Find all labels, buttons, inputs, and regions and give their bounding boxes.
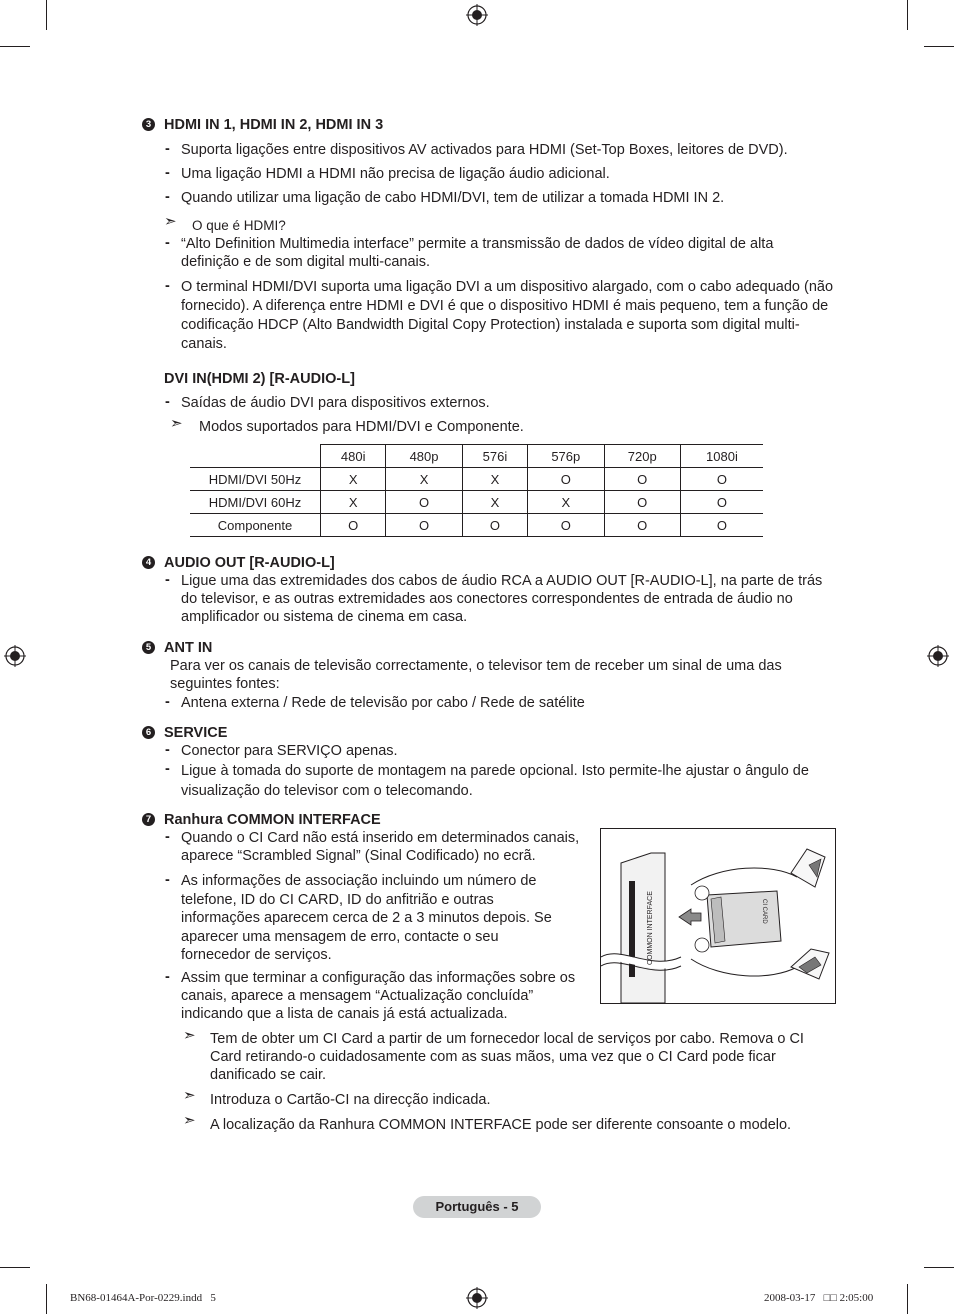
bullet-dash: - [165, 694, 170, 710]
section-title-ant-in: ANT IN [164, 640, 213, 656]
registration-mark-icon [4, 645, 26, 667]
ci-slot-label: COMMON INTERFACE [647, 891, 654, 965]
table-cell: 1080i [680, 445, 763, 468]
table-cell: O [528, 468, 604, 491]
dvi-note: Modos suportados para HDMI/DVI e Componente. [199, 419, 524, 435]
section-number: 6 [142, 726, 155, 739]
ci-bullet: As informações de associação incluindo um número de telefone, ID do CI CARD, ID do anfitrião e outras informações aparecem cerca de 2 a 3 minutos depois. Se aparecer uma mensagem de erro, contacte o seu fornecedor de serviços. [181, 873, 552, 964]
hdmi-bullet: Quando utilizar uma ligação de cabo HDMI/DVI, tem de utilizar a tomada HDMI IN 2. [181, 190, 725, 206]
ci-card-illustration [600, 828, 836, 1004]
table-cell: X [462, 468, 527, 491]
tv-back-diagram [601, 829, 835, 1003]
ci-note: A localização da Ranhura COMMON INTERFACE pode ser diferente consoante o modelo. [210, 1117, 792, 1133]
table-cell: HDMI/DVI 60Hz [190, 491, 321, 514]
hdmi-bullet: Suporta ligações entre dispositivos AV activados para HDMI (Set-Top Boxes, leitores de DVD). [181, 142, 788, 158]
table-cell: X [462, 491, 527, 514]
table-cell: O [680, 514, 763, 537]
table-cell: 480i [321, 445, 386, 468]
table-cell: X [321, 491, 386, 514]
hdmi-note-bullet: O terminal HDMI/DVI suporta uma ligação DVI a um dispositivo alargado, com o cabo adequado (não fornecido). A diferença entre HDMI e DVI é que o dispositivo HDMI é mais pequeno, tem a função de codificação HDCP (Alto Bandwidth Digital Copy Protection) instalada e suporta som digital multi-canais. [181, 279, 834, 352]
note-arrow-icon: ➣ [183, 1087, 196, 1104]
bullet-dash: - [165, 969, 170, 985]
crop-mark [0, 46, 30, 47]
service-bullet: Ligue à tomada do suporte de montagem na parede opcional. Isto permite-lhe ajustar o ângulo de visualização do televisor com o telecomando. [181, 763, 809, 799]
modes-table [190, 444, 763, 537]
table-cell: O [680, 468, 763, 491]
table-row [190, 514, 763, 537]
table-cell: 720p [604, 445, 680, 468]
note-arrow-icon: ➣ [183, 1112, 196, 1129]
bullet-dash: - [165, 761, 170, 777]
section-title-hdmi: HDMI IN 1, HDMI IN 2, HDMI IN 3 [164, 117, 384, 133]
crop-mark [46, 0, 47, 30]
table-cell: O [604, 468, 680, 491]
ant-in-bullet: Antena externa / Rede de televisão por cabo / Rede de satélite [181, 695, 585, 711]
bullet-dash: - [165, 189, 170, 205]
section-title-service: SERVICE [164, 725, 228, 741]
table-cell: O [604, 514, 680, 537]
footer-file: BN68-01464A-Por-0229.indd 5 [70, 1292, 216, 1304]
table-cell [190, 445, 321, 468]
crop-mark [907, 1284, 908, 1314]
ci-note: Introduza o Cartão-CI na direcção indicada. [210, 1092, 491, 1108]
table-cell: HDMI/DVI 50Hz [190, 468, 321, 491]
crop-mark [924, 46, 954, 47]
dvi-bullet: Saídas de áudio DVI para dispositivos externos. [181, 395, 490, 411]
table-cell: 576i [462, 445, 527, 468]
section-number: 7 [142, 813, 155, 826]
table-cell: O [680, 491, 763, 514]
bullet-dash: - [165, 235, 170, 251]
table-cell: O [321, 514, 386, 537]
section-number: 5 [142, 641, 155, 654]
bullet-dash: - [165, 742, 170, 758]
table-cell: O [604, 491, 680, 514]
bullet-dash: - [165, 278, 170, 294]
section-number: 3 [142, 118, 155, 131]
hdmi-bullet: Uma ligação HDMI a HDMI não precisa de ligação áudio adicional. [181, 166, 610, 182]
table-cell: Componente [190, 514, 321, 537]
section-title-common-interface: Ranhura COMMON INTERFACE [164, 812, 381, 828]
note-arrow-icon: ➣ [170, 415, 183, 432]
footer-date: 2008-03-17 □□ 2:05:00 [764, 1292, 874, 1304]
note-arrow-icon: ➣ [183, 1027, 196, 1044]
table-cell: X [528, 491, 604, 514]
crop-mark [924, 1267, 954, 1268]
page-label: Português - 5 [413, 1196, 541, 1218]
bullet-dash: - [165, 165, 170, 181]
note-arrow-icon: ➣ [164, 213, 177, 230]
registration-mark-icon [927, 645, 949, 667]
bullet-dash: - [165, 829, 170, 845]
bullet-dash: - [165, 872, 170, 888]
crop-mark [0, 1267, 30, 1268]
ci-bullet: Assim que terminar a configuração das informações sobre os canais, aparece a mensagem “Actualização concluída” indicando que a lista de canais já está actualizada. [181, 970, 576, 1022]
table-row [190, 468, 763, 491]
crop-mark [46, 1284, 47, 1314]
registration-mark-icon [466, 1287, 488, 1309]
section-number: 4 [142, 556, 155, 569]
table-row [190, 491, 763, 514]
table-cell: 480p [386, 445, 462, 468]
table-cell: X [386, 468, 462, 491]
table-cell: 576p [528, 445, 604, 468]
crop-mark [907, 0, 908, 30]
hdmi-note-title: O que é HDMI? [192, 218, 286, 233]
ci-note: Tem de obter um CI Card a partir de um fornecedor local de serviços por cabo. Remova o CI Card retirando-o cuidadosamente com as suas mãos, uma vez que o CI Card pode ficar danificado se cair. [210, 1031, 804, 1083]
registration-mark-icon [466, 4, 488, 26]
table-cell: O [386, 491, 462, 514]
table-cell: O [462, 514, 527, 537]
hdmi-note-bullet: “Alto Definition Multimedia interface” permite a transmissão de dados de vídeo digital de alta definição e de som digital multi-canais. [181, 236, 774, 270]
table-cell: O [528, 514, 604, 537]
audio-out-bullet: Ligue uma das extremidades dos cabos de áudio RCA a AUDIO OUT [R-AUDIO-L], na parte de trás do televisor, e as outras extremidades aos conectores correspondentes de entrada de áudio no amplificador ou sistema de cinema em casa. [181, 573, 823, 625]
table-cell: O [386, 514, 462, 537]
ci-bullet: Quando o CI Card não está inserido em determinados canais, aparece “Scrambled Signal” (Sinal Codificado) no ecrã. [181, 830, 580, 864]
dvi-title: DVI IN(HDMI 2) [R-AUDIO-L] [164, 371, 355, 387]
section-title-audio-out: AUDIO OUT [R-AUDIO-L] [164, 555, 335, 571]
table-header-row [190, 445, 763, 468]
service-bullet: Conector para SERVIÇO apenas. [181, 743, 398, 759]
ci-card-label: CI CARD [761, 899, 767, 924]
bullet-dash: - [165, 572, 170, 588]
table-cell: X [321, 468, 386, 491]
bullet-dash: - [165, 141, 170, 157]
bullet-dash: - [165, 394, 170, 410]
ant-in-text: Para ver os canais de televisão correctamente, o televisor tem de receber um sinal de uma das seguintes fontes: [170, 658, 782, 692]
